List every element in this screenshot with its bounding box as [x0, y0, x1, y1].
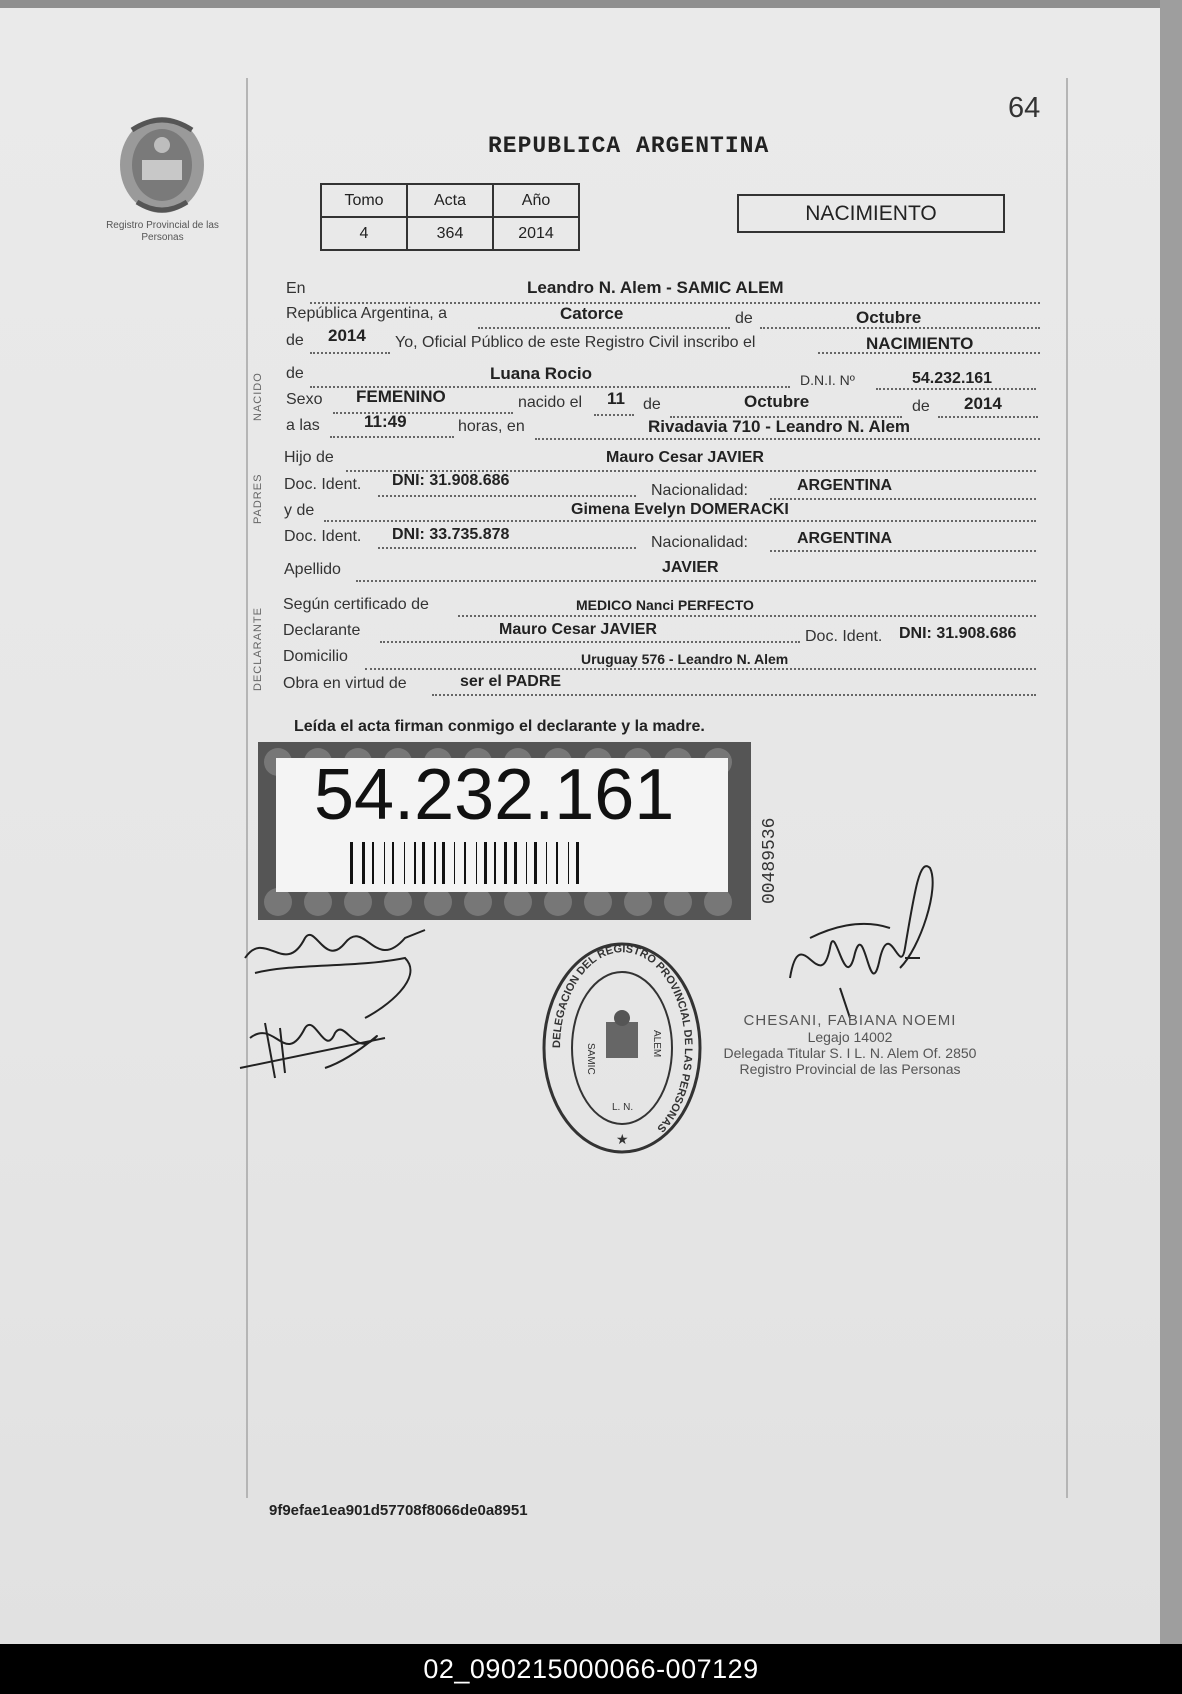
- apellido-value: JAVIER: [662, 559, 719, 576]
- barcode-bar: [422, 842, 425, 884]
- section-label-padres: PADRES: [252, 473, 264, 524]
- birth-day: 11: [607, 389, 625, 408]
- declarant-signatures: [235, 918, 445, 1098]
- scan-top-edge: [0, 0, 1182, 8]
- official-seal: [540, 938, 705, 1158]
- mother-nationality: ARGENTINA: [797, 530, 893, 547]
- acta-value: 364: [407, 217, 493, 250]
- officer-position: Delegada Titular S. I L. N. Alem Of. 2850: [723, 1045, 977, 1061]
- footer-id: 02_090215000066-007129: [423, 1653, 759, 1684]
- barcode-bar: [464, 842, 466, 884]
- en-value: Leandro N. Alem - SAMIC ALEM: [527, 278, 784, 297]
- barcode-bar: [546, 842, 547, 884]
- seal-inner-left: SAMIC: [585, 1043, 596, 1075]
- nacido-el-label: nacido el: [518, 394, 583, 411]
- record-type-box: NACIMIENTO: [737, 194, 1005, 233]
- margin-line-right: [1066, 78, 1068, 1498]
- barcode-bar: [392, 842, 394, 884]
- barcode-bar: [504, 842, 507, 884]
- birth-time: 11:49: [364, 412, 407, 431]
- dotted-line: [594, 414, 634, 416]
- child-dni: 54.232.161: [912, 370, 993, 387]
- dotted-line: [324, 520, 1036, 522]
- barcode-bar: [494, 842, 496, 884]
- dotted-line: [478, 327, 730, 329]
- barcode-bar: [372, 842, 374, 884]
- a-las-label: a las: [286, 417, 320, 434]
- page-number: 64: [1008, 92, 1041, 124]
- certificado-value: MEDICO Nanci PERFECTO: [576, 597, 754, 613]
- birth-month: Octubre: [744, 392, 810, 411]
- hijo-de-label: Hijo de: [284, 449, 334, 466]
- dotted-line: [310, 302, 1040, 304]
- barcode-bar: [434, 842, 436, 884]
- sexo-value: FEMENINO: [356, 387, 446, 406]
- officer-signature: [780, 858, 950, 1028]
- scan-right-edge: [1160, 0, 1182, 1694]
- closing-statement: Leída el acta firman conmigo el declarante y la madre.: [294, 718, 705, 735]
- nacionalidad-label: Nacionalidad:: [651, 482, 748, 499]
- dni-stamp-number: 54.232.161: [314, 755, 675, 835]
- doc-ident-label: Doc. Ident.: [284, 476, 362, 493]
- father-name: Mauro Cesar JAVIER: [606, 449, 764, 466]
- officer-stamp: [700, 1013, 1000, 1077]
- de-label: de: [643, 396, 661, 413]
- apellido-label: Apellido: [284, 561, 341, 578]
- section-label-declarante: DECLARANTE: [252, 607, 264, 691]
- officer-name: CHESANI, FABIANA NOEMI: [743, 1012, 957, 1029]
- de-label: de: [286, 332, 304, 349]
- dni-label: D.N.I. Nº: [800, 372, 855, 388]
- dotted-line: [535, 438, 1040, 440]
- dotted-line: [378, 495, 636, 497]
- mother-name: Gimena Evelyn DOMERACKI: [571, 501, 789, 518]
- officer-registry: Registro Provincial de las Personas: [739, 1061, 961, 1077]
- officer-legajo: Legajo 14002: [807, 1029, 893, 1045]
- barcode-bar: [350, 842, 353, 884]
- seal-outer-text: DELEGACION DEL REGISTRO PROVINCIAL DE LAS PERSONAS: [550, 943, 695, 1135]
- nacionalidad-label: Nacionalidad:: [651, 534, 748, 551]
- dotted-line: [378, 547, 636, 549]
- barcode-bar: [526, 842, 527, 884]
- barcode-bar: [414, 842, 416, 884]
- tomo-value: 4: [321, 217, 407, 250]
- dia-value: Catorce: [560, 304, 624, 323]
- dotted-line: [330, 436, 454, 438]
- obra-label: Obra en virtud de: [283, 675, 407, 692]
- doc-ident-label: Doc. Ident.: [284, 528, 362, 545]
- anio-header: Año: [493, 184, 579, 217]
- inscribo-value: NACIMIENTO: [866, 334, 974, 353]
- acta-header: Acta: [407, 184, 493, 217]
- tomo-header: Tomo: [321, 184, 407, 217]
- barcode-bar: [556, 842, 558, 884]
- barcode-bar: [404, 842, 405, 884]
- declarante-name: Mauro Cesar JAVIER: [499, 621, 657, 638]
- republica-label: República Argentina, a: [286, 305, 447, 322]
- barcode-bar: [442, 842, 445, 884]
- declarante-label: Declarante: [283, 622, 361, 639]
- barcode-bar: [454, 842, 455, 884]
- seal-inner-bottom: L. N.: [612, 1102, 634, 1113]
- barcode-bar: [476, 842, 477, 884]
- birth-year: 2014: [964, 394, 1002, 413]
- anio-value: 2014: [328, 326, 366, 345]
- doc-ident-label: Doc. Ident.: [805, 628, 883, 645]
- de-label: de: [735, 310, 753, 327]
- de-label: de: [912, 398, 930, 415]
- dotted-line: [356, 580, 1036, 582]
- certificado-label: Según certificado de: [283, 596, 429, 613]
- dotted-line: [876, 388, 1036, 390]
- dotted-line: [380, 641, 800, 643]
- domicilio-value: Uruguay 576 - Leandro N. Alem: [581, 651, 789, 667]
- seal-inner-right: ALEM: [651, 1030, 662, 1058]
- inscribo-label: Yo, Oficial Público de este Registro Civil inscribo el: [395, 334, 756, 351]
- anio-value: 2014: [493, 217, 579, 250]
- dotted-line: [432, 694, 1036, 696]
- barcode-bar: [384, 842, 385, 884]
- barcode-bar: [362, 842, 365, 884]
- dotted-line: [770, 498, 1036, 500]
- dni-stamp-serial: 00489536: [760, 817, 780, 904]
- coat-of-arms-logo: [112, 110, 212, 220]
- barcode-bar: [534, 842, 537, 884]
- margin-line-left: [246, 78, 248, 1498]
- document-title: REPUBLICA ARGENTINA: [488, 133, 770, 159]
- dotted-line: [770, 550, 1036, 552]
- domicilio-label: Domicilio: [283, 648, 348, 665]
- mother-doc: DNI: 33.735.878: [392, 526, 510, 543]
- barcode-bar: [484, 842, 487, 884]
- seal-star-icon: ★: [616, 1131, 629, 1147]
- reference-table: [320, 183, 580, 251]
- dotted-line: [310, 352, 390, 354]
- barcode-bar: [514, 842, 517, 884]
- section-label-nacido: NACIDO: [252, 372, 264, 421]
- barcode-bar: [568, 842, 569, 884]
- y-de-label: y de: [284, 502, 315, 519]
- child-name: Luana Rocio: [490, 364, 593, 383]
- obra-value: ser el PADRE: [460, 673, 562, 690]
- document-page: [0, 8, 1160, 1644]
- barcode-bar: [576, 842, 579, 884]
- dotted-line: [365, 668, 1036, 670]
- father-nationality: ARGENTINA: [797, 477, 893, 494]
- declarante-doc: DNI: 31.908.686: [899, 625, 1017, 642]
- father-doc: DNI: 31.908.686: [392, 472, 510, 489]
- logo-caption: Registro Provincial de las Personas: [106, 220, 219, 243]
- footer-id-bar: [0, 1644, 1182, 1694]
- dotted-line: [333, 412, 513, 414]
- dotted-line: [938, 416, 1038, 418]
- horas-en-label: horas, en: [458, 418, 525, 435]
- document-hash: 9f9efae1ea901d57708f8066de0a8951: [269, 1502, 528, 1519]
- de-label: de: [286, 365, 304, 382]
- sexo-label: Sexo: [286, 391, 323, 408]
- en-label: En: [286, 280, 306, 297]
- mes-value: Octubre: [856, 308, 922, 327]
- birth-place: Rivadavia 710 - Leandro N. Alem: [648, 417, 911, 436]
- dotted-line: [458, 615, 1036, 617]
